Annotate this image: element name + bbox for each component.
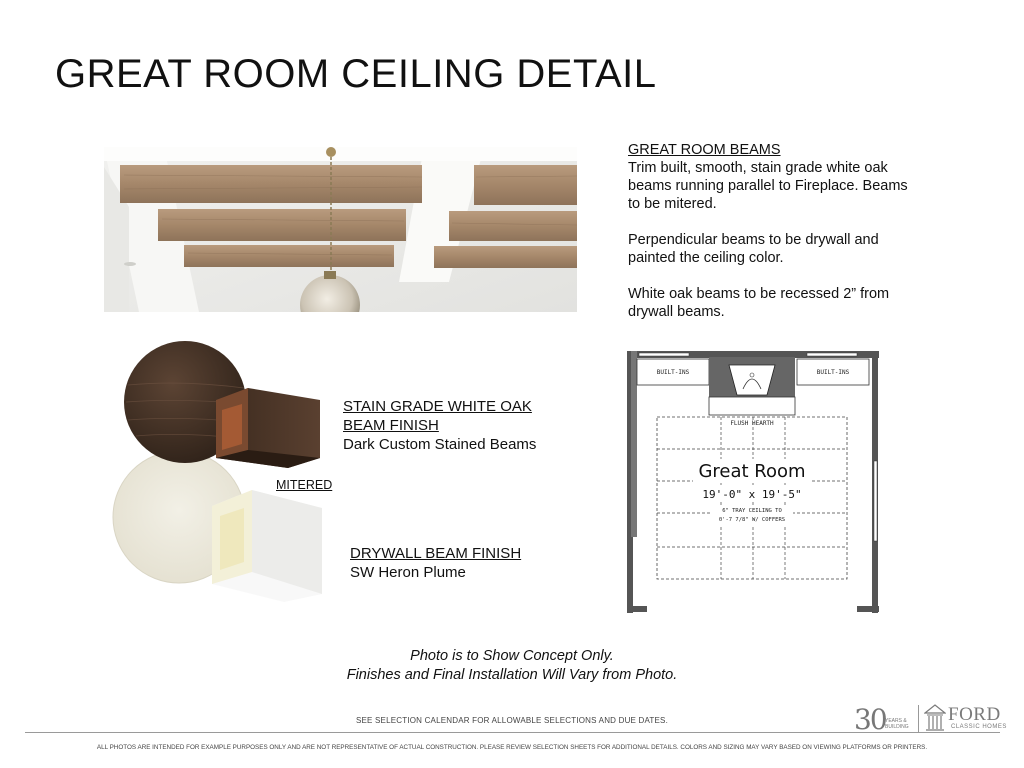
years-logo-number: 30 [854, 703, 886, 736]
ford-brand-name: FORD [948, 704, 1001, 725]
room-name: Great Room [698, 461, 806, 482]
drywall-title: DRYWALL BEAM FINISH [350, 545, 522, 562]
ceiling-note-1: 6" TRAY CEILING TO [722, 508, 782, 514]
page-title: GREAT ROOM CEILING DETAIL [55, 52, 657, 96]
footer-disclaimer: ALL PHOTOS ARE INTENDED FOR EXAMPLE PURPOSES ONLY AND ARE NOT REPRESENTATIVE OF ACTUAL CONSTRUCTION. PLEASE REVIEW SELECTION SHEETS FOR ADDITIONAL DETAILS. COLORS AND SIZING MAY VARY BASED ON VIEWING PLATFORMS OR PRINTERS. [96, 744, 928, 751]
ceiling-note-2: 0'-7 7/8" W/ COFFERS [718, 517, 786, 523]
concept-note [0, 647, 1024, 685]
concept-line-2: Finishes and Final Installation Will Vary from Photo. [346, 667, 678, 683]
builtins-left-label: BUILT-INS [656, 369, 690, 376]
ford-house-icon [924, 704, 946, 732]
room-dimensions: 19'-0" x 19'-5" [702, 488, 802, 501]
concept-line-1: Photo is to Show Concept Only. [410, 648, 614, 664]
description-heading: GREAT ROOM BEAMS [628, 142, 781, 158]
stain-title-line-1: STAIN GRADE WHITE OAK [343, 398, 532, 415]
flush-hearth-label: FLUSH HEARTH [730, 420, 774, 427]
stain-title-line-2: BEAM FINISH [343, 417, 439, 434]
great-room-floor-plan [627, 351, 879, 613]
drywall-finish-label [350, 544, 521, 582]
selection-calendar-note: SEE SELECTION CALENDAR FOR ALLOWABLE SELECTIONS AND DUE DATES. [355, 716, 669, 725]
drywall-detail: SW Heron Plume [350, 564, 466, 581]
description-paragraph-1: Trim built, smooth, stain grade white oak beams running parallel to Fireplace. Beams to be mitered. [628, 160, 908, 212]
finish-swatches [112, 340, 337, 602]
ceiling-photo [104, 147, 577, 312]
stain-detail: Dark Custom Stained Beams [343, 436, 537, 453]
description-paragraph-3: White oak beams to be recessed 2” from drywall beams. [628, 286, 890, 320]
years-logo-text: YEARS & BUILDING [885, 718, 909, 730]
logo-divider [918, 705, 919, 733]
description-paragraph-2: Perpendicular beams to be drywall and painted the ceiling color. [628, 232, 879, 266]
builtins-right-label: BUILT-INS [816, 369, 850, 376]
beams-description [628, 141, 918, 339]
stain-finish-label [343, 397, 583, 454]
ceiling-beams-illustration [104, 147, 577, 312]
ford-brand-subtitle: CLASSIC HOMES [951, 724, 1007, 730]
mitered-label: MITERED [276, 478, 333, 492]
